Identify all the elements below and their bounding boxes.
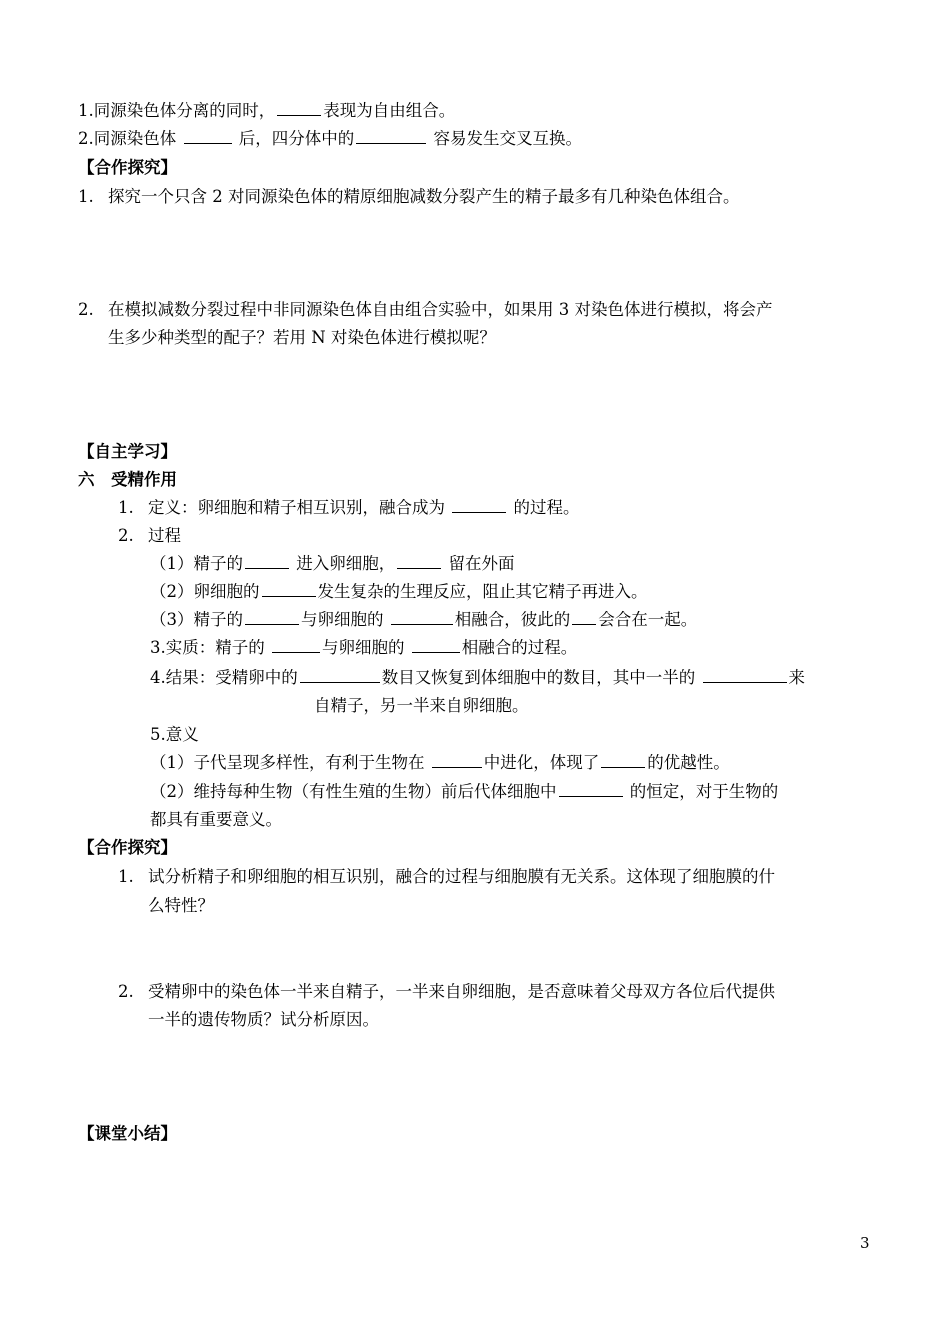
section-heading-cooperate-2: 【合作探究】 [78, 838, 177, 857]
fill-blank[interactable] [397, 554, 441, 569]
question-text: 探究一个只含 2 对同源染色体的精原细胞减数分裂产生的精子最多有几种染色体组合。 [108, 187, 740, 206]
question-number: 1. [78, 187, 94, 206]
fill-blank[interactable] [601, 753, 645, 768]
fill-blank[interactable] [452, 498, 506, 513]
text: （3）精子的 [150, 610, 243, 629]
significance-heading: 5.意义 [150, 725, 199, 744]
question-1 [78, 186, 740, 208]
text: （2）维持每种生物（有性生殖的生物）前后代体细胞中 [150, 782, 557, 801]
process-step-2 [150, 581, 648, 603]
process-step-3 [150, 609, 697, 631]
text: 过程 [148, 526, 181, 545]
fill-blank[interactable] [703, 668, 787, 683]
fill-blank[interactable] [184, 129, 232, 144]
text: 与卵细胞的 [322, 638, 410, 657]
text: 来 [788, 668, 805, 687]
text: 2.同源染色体 [78, 129, 182, 148]
text: 进入卵细胞， [291, 554, 396, 573]
definition-line [118, 497, 580, 519]
page-number: 3 [860, 1234, 870, 1252]
text: 的恒定，对于生物的 [624, 782, 779, 801]
fill-blank[interactable] [272, 638, 320, 653]
result-line [150, 667, 805, 689]
text: 与卵细胞的 [301, 610, 389, 629]
fill-blank[interactable] [572, 610, 596, 625]
text: 发生复杂的生理反应，阻止其它精子再进入。 [317, 582, 648, 601]
question-number: 1. [118, 867, 134, 886]
blank-line-2 [78, 128, 582, 150]
explore-question-2 [118, 981, 775, 1003]
question-number: 2. [78, 300, 94, 319]
explore-question-2-cont: 一半的遗传物质？试分析原因。 [148, 1010, 379, 1029]
section-heading-summary: 【课堂小结】 [78, 1124, 177, 1143]
text: 中进化，体现了 [483, 753, 600, 772]
text: （2）卵细胞的 [150, 582, 260, 601]
text: （1）精子的 [150, 554, 243, 573]
essence-line [150, 637, 577, 659]
question-2-cont: 生多少种类型的配子？若用 N 对染色体进行模拟呢？ [108, 328, 496, 347]
text: 会合在一起。 [598, 610, 698, 629]
text: （1）子代呈现多样性，有利于生物在 [150, 753, 430, 772]
text: 3.实质：精子的 [150, 638, 270, 657]
question-2 [78, 299, 773, 321]
fill-blank[interactable] [432, 753, 482, 768]
question-text: 在模拟减数分裂过程中非同源染色体自由组合实验中，如果用 3 对染色体进行模拟，将会产 [108, 300, 773, 319]
fill-blank[interactable] [277, 101, 321, 116]
significance-2-cont: 都具有重要意义。 [150, 810, 282, 829]
significance-2 [150, 781, 778, 803]
text: 定义：卵细胞和精子相互识别，融合成为 [148, 498, 451, 517]
fill-blank[interactable] [412, 638, 460, 653]
text: 4.结果：受精卵中的 [150, 668, 298, 687]
fill-blank[interactable] [262, 582, 316, 597]
section-heading-cooperate-1: 【合作探究】 [78, 158, 177, 177]
question-text: 试分析精子和卵细胞的相互识别，融合的过程与细胞膜有无关系。这体现了细胞膜的什 [148, 867, 775, 886]
fill-blank[interactable] [356, 129, 426, 144]
item-number: 2. [118, 526, 134, 545]
fill-blank[interactable] [300, 668, 380, 683]
significance-1 [150, 752, 730, 774]
text: 留在外面 [443, 554, 515, 573]
text: 表现为自由组合。 [323, 101, 456, 120]
result-line-cont: 自精子，另一半来自卵细胞。 [314, 696, 529, 715]
text: 容易发生交叉互换。 [428, 129, 582, 148]
text: 的过程。 [508, 498, 580, 517]
fill-blank[interactable] [559, 782, 623, 797]
subsection-fertilization: 六 受精作用 [78, 470, 177, 489]
text: 的优越性。 [647, 753, 730, 772]
text: 相融合，彼此的 [454, 610, 571, 629]
explore-question-1 [118, 866, 775, 888]
text: 1.同源染色体分离的同时， [78, 101, 276, 120]
question-text: 受精卵中的染色体一半来自精子，一半来自卵细胞，是否意味着父母双方各位后代提供 [148, 982, 775, 1001]
text: 后，四分体中的 [233, 129, 355, 148]
fill-blank[interactable] [391, 610, 453, 625]
text: 相融合的过程。 [461, 638, 578, 657]
item-number: 1. [118, 498, 134, 517]
process-heading [118, 525, 181, 547]
text: 数目又恢复到体细胞中的数目，其中一半的 [381, 668, 701, 687]
fill-blank[interactable] [245, 610, 299, 625]
blank-line-1 [78, 100, 455, 122]
process-step-1 [150, 553, 515, 575]
fill-blank[interactable] [245, 554, 289, 569]
explore-question-1-cont: 么特性？ [148, 896, 214, 915]
question-number: 2. [118, 982, 134, 1001]
section-heading-self-study: 【自主学习】 [78, 442, 177, 461]
